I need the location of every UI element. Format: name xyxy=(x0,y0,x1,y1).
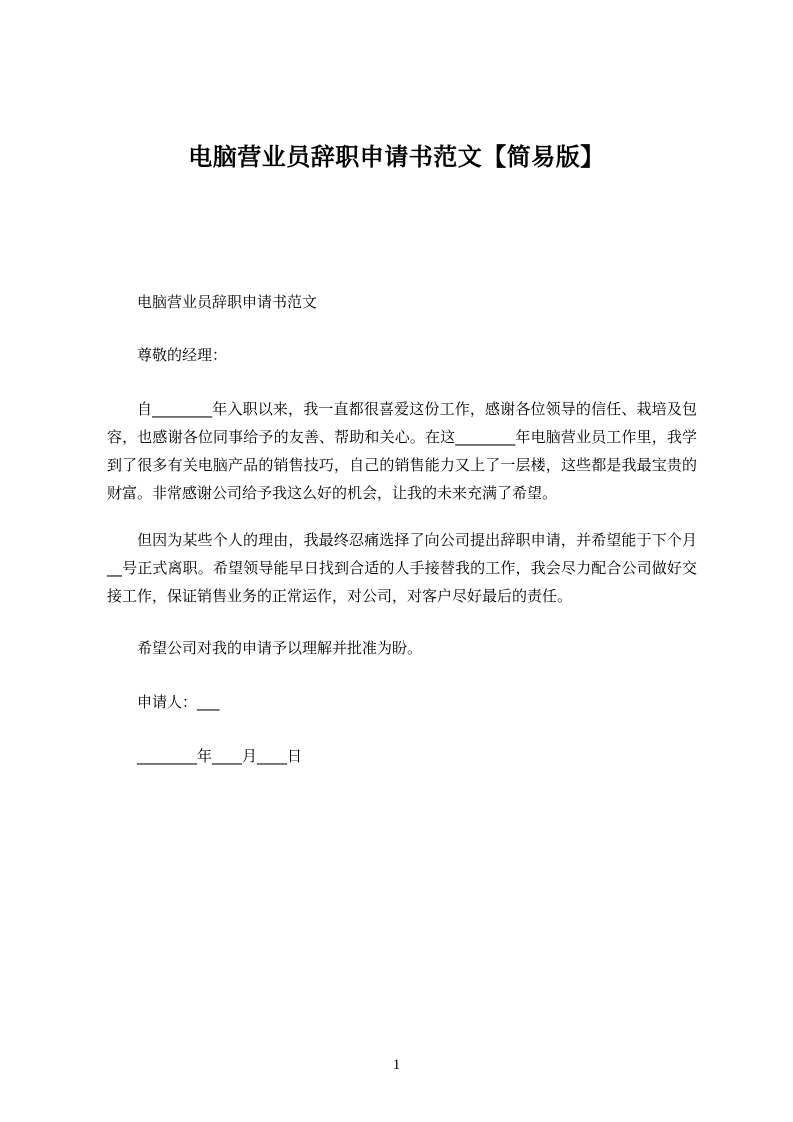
document-title: 电脑营业员辞职申请书范文【简易版】 xyxy=(188,143,605,171)
paragraph-request: 希望公司对我的申请予以理解并批准为盼。 xyxy=(137,639,423,657)
document-subtitle: 电脑营业员辞职申请书范文 xyxy=(137,293,318,311)
salutation: 尊敬的经理： xyxy=(137,346,228,364)
date-line: ________年____月____日 xyxy=(137,747,303,765)
paragraph-reason: 但因为某些个人的理由，我最终忍痛选择了向公司提出辞职申请，并希望能于下个月__号正式离职。希望领导能早日找到合适的人手接替我的工作，我会尽力配合公司做好交接工作，保证销售业务的正常运作，对公司，对客户尽好最后的责任。 xyxy=(107,531,697,605)
applicant-line: 申请人：___ xyxy=(137,693,220,711)
paragraph-intro: 自________年入职以来，我一直都很喜爱这份工作，感谢各位领导的信任、栽培及包容，也感谢各位同事给予的友善、帮助和关心。在这________年电脑营业员工作里，我学到了很多有关电脑产品的销售技巧，自己的销售能力又上了一层楼，这些都是我最宝贵的财富。非常感谢公司给予我这么好的机会，让我的未来充满了希望。 xyxy=(107,400,697,502)
page-number: 1 xyxy=(392,1057,401,1073)
